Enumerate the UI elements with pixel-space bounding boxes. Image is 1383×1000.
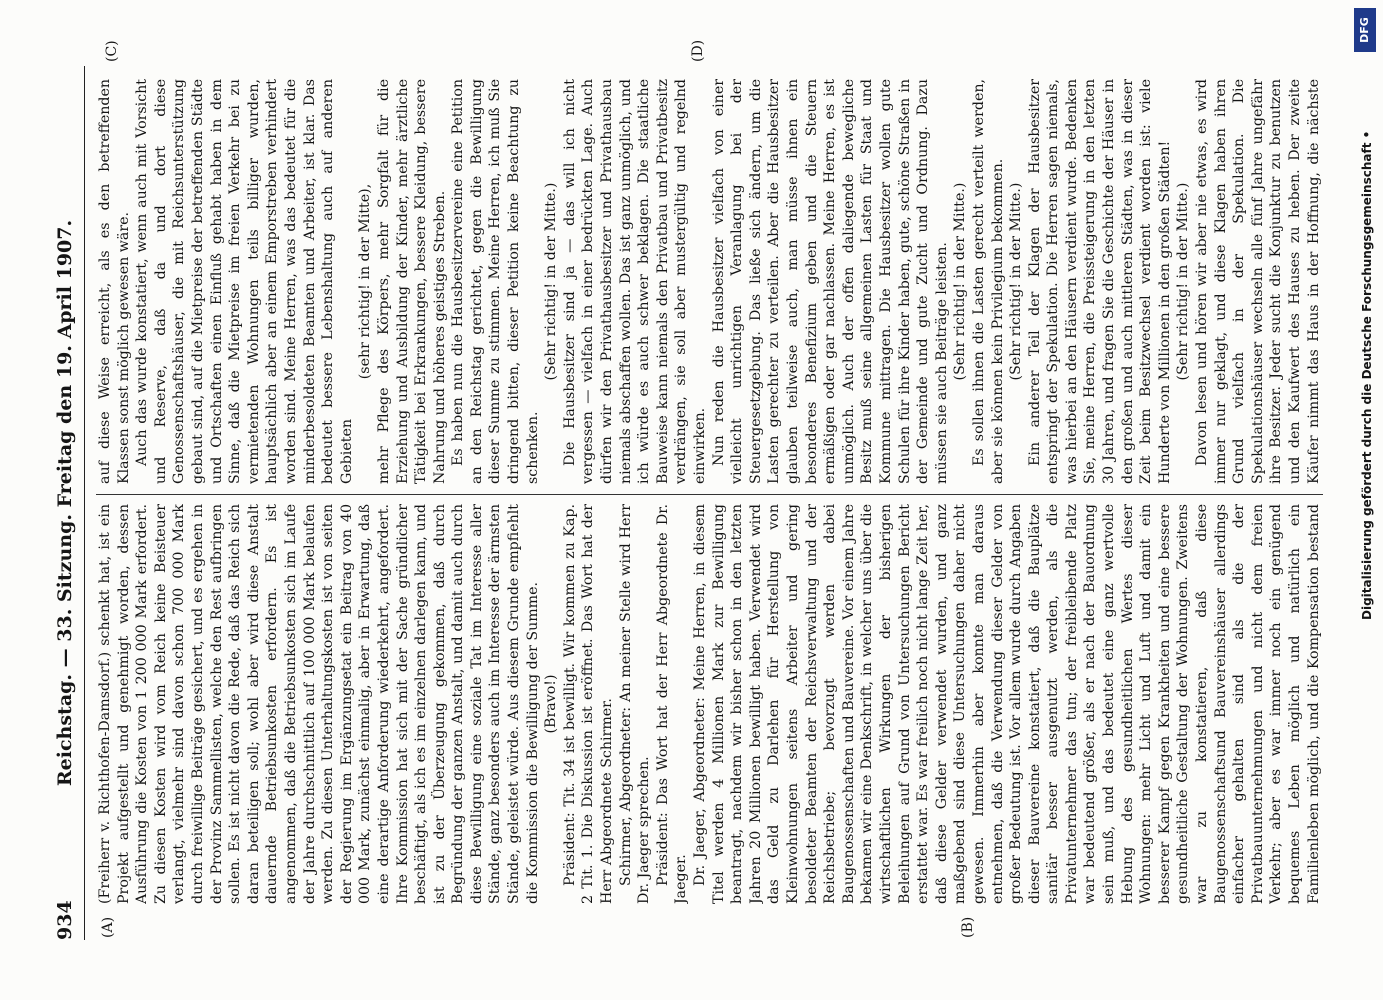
margin-mark-b: (B) bbox=[960, 916, 976, 938]
right-column bbox=[96, 79, 1323, 484]
paragraph: (Freiherr v. Richthofen-Damsdorf.) schenkt hat, ist ein Projekt aufgestellt und genehmigt worden, dessen Ausführung die Kosten von 1 200 000 Mark erfordert. Zu diesen Kosten wird vom Reich keine Beisteuer verlangt, vielmehr sind davon schon 700 000 Mark durch freiwillige Beiträge gesichert, und es ergehen in der Provinz Sammellisten, welche den Rest aufbringen sollen. Es ist nicht davon die Rede, daß das Reich sich daran beteiligen soll; wohl aber wird diese Anstalt dauernde Betriebsunkosten erfordern. Es ist angenommen, daß die Betriebsunkosten sich im Laufe der Jahre durchschnittlich auf 100 000 Mark belaufen werden. Zu diesen Unterhaltungskosten ist von seiten der Regierung im Ergänzungsetat ein Beitrag von 40 000 Mark, zunächst einmalig, aber in Erwartung, daß eine derartige Anforderung wiederkehrt, angefordert. Ihre Kommission hat sich mit der Sache gründlicher beschäftigt, als ich es im einzelnen darlegen kann, und ist zu der Überzeugung gekommen, daß durch Begründung der ganzen Anstalt, und damit auch durch diese Bewilligung eine soziale Tat im Interesse aller Stände, ganz besonders auch im Interesse der ärmsten Stände, geleistet würde. Aus diesem Grunde empfiehlt die Kommission die Bewilligung der Summe. bbox=[97, 504, 541, 904]
paragraph: Auch das wurde konstatiert, wenn auch mit Vorsicht und Reserve, daß da und dort diese Genossenschaftshäuser, die mit Reichsunterstützung gebaut sind, auf die Mietpreise der betreffenden Städte und Ortschaften einen Einfluß gehabt haben in dem Sinne, daß die Mietpreise im freien Verkehr bei zu vermietenden Wohnungen teils billiger wurden, hauptsächlich aber an einem Emporstreben verhindert worden sind. Meine Herren, was das bedeutet für die minderbesoldeten Beamten und Arbeiter, ist klar. Das bedeutet bessere Lebenshaltung auch auf anderen Gebieten bbox=[134, 79, 355, 484]
paragraph: Ein anderer Teil der Klagen der Hausbesitzer entspringt der Spekulation. Die Herren sagen niemals, was hierbei an den Häusern verdient wurde. Bedenken Sie, meine Herren, die Preissteigerung in den letzten 30 Jahren, und fragen Sie die Geschichte der Häuser in den großen und auch mittleren Städten, was in dieser Zeit beim Besitzwechsel verdient worden ist: viele Hunderte von Millionen in den großen Städten! bbox=[1026, 79, 1173, 484]
interjection: (Sehr richtig! in der Mitte.) bbox=[543, 182, 560, 381]
paragraph: Schirmer, Abgeordneter: An meiner Stelle wird Herr Dr. Jaeger sprechen. bbox=[617, 504, 653, 904]
interjection: (sehr richtig! in der Mitte), bbox=[357, 183, 374, 380]
margin-mark-c: (C) bbox=[104, 40, 120, 62]
margin-mark-d: (D) bbox=[690, 39, 706, 62]
paragraph: Die Hausbesitzer sind ja — das will ich nicht vergessen — vielfach in einer bedrückten Lage. Auch dürfen wir den Privathausbesitzer und Privathausbau niemals abschaffen wollen. Das ist ganz unmöglich, und ich würde es auch schwer beklagen. Die staatliche Bauweise kann niemals den Privatbau und Privatbesitz verdrängen, sie soll aber mustergültig und regelnd einwirken. bbox=[561, 79, 708, 484]
paragraph: auf diese Weise erreicht, als es den betreffenden Klassen sonst möglich gewesen wäre. bbox=[97, 79, 132, 484]
interjection: (Bravo!) bbox=[543, 674, 560, 734]
paragraph: Präsident: Tit. 34 ist bewilligt. Wir kommen zu Kap. 2 Tit. 1. Die Diskussion ist eröffnet. Das Wort hat der Herr Abgeordnete Schirmer. bbox=[561, 504, 616, 904]
interjection: (Sehr richtig! in der Mitte.) bbox=[1008, 182, 1025, 381]
paragraph: Es sollen ihnen die Lasten gerecht verteilt werden, aber sie können kein Privilegium bekommen. bbox=[970, 79, 1006, 484]
header-rule bbox=[84, 66, 85, 940]
page-header bbox=[54, 66, 82, 940]
header-title: Reichstag. — 33. Sitzung. Freitag den 19. April 1907. bbox=[54, 219, 76, 787]
digitization-credit: Digitalisierung gefördert durch die Deutsche Forschungsgemeinschaft • bbox=[1360, 130, 1374, 620]
dfg-logo: DFG bbox=[1354, 8, 1376, 52]
paragraph: Präsident: Das Wort hat der Herr Abgeordnete Dr. Jaeger. bbox=[654, 504, 690, 904]
margin-mark-a: (A) bbox=[100, 916, 116, 938]
paragraph: Nun reden die Hausbesitzer vielfach von einer vielleicht unrichtigen Veranlagung bei der Steuergesetzgebung. Das ließe sich ändern, um die Lasten gerechter zu verteilen. Aber die Hausbesitzer glauben teilweise auch, man müsse ihnen ein besonderes Benefizium geben und die Steuern ermäßigen oder gar nachlassen. Meine Herren, es ist unmöglich. Auch der offen daliegende bewegliche Besitz muß seine allgemeinen Lasten für Staat und Kommune mittragen. Die Hausbesitzer wollen gute Schulen für ihre Kinder haben, gute, schöne Straßen in der Gemeinde und gute Zucht und Ordnung. Dazu müssen sie auch Beiträge leisten. bbox=[710, 79, 950, 484]
paragraph: mehr Pflege des Körpers, mehr Sorgfalt für die Erziehung und Ausbildung der Kinder, mehr ärztliche Tätigkeit bei Erkrankungen, bessere Kleidung, bessere Nahrung und höheres geistiges Streben. bbox=[375, 79, 448, 484]
left-column bbox=[96, 504, 1323, 904]
column-divider bbox=[96, 494, 1323, 495]
interjection: (Sehr richtig! in der Mitte.) bbox=[1175, 182, 1192, 381]
page-number: 934 bbox=[54, 900, 76, 940]
interjection: (Sehr richtig! in der Mitte.) bbox=[952, 182, 969, 381]
paragraph: Es haben nun die Hausbesitzervereine eine Petition an den Reichstag gerichtet, gegen die Bewilligung dieser Summe zu stimmen. Meine Herren, ich muß Sie dringend bitten, dieser Petition keine Beachtung zu schenken. bbox=[450, 79, 541, 484]
paragraph: Davon lesen und hören wir aber nie etwas, es wird immer nur geklagt, und diese Klagen haben ihren Grund vielfach in der Spekulation. Die Spekulationshäuser wechseln alle fünf Jahre ungefähr ihre Besitzer. Jeder sucht die Konjunktur zu benutzen und den Kaufwert des Hauses zu heben. Der zweite Käufer nimmt das Haus in der Hoffnung, die nächste bbox=[1194, 79, 1322, 484]
paragraph: Dr. Jaeger, Abgeordneter: Meine Herren, in diesem Titel werden 4 Millionen Mark zur Bewilligung beantragt, nachdem wir bisher schon in den letzten Jahren 20 Millionen bewilligt haben. Verwendet wird das Geld zu Darlehen für Herstellung von Kleinwohnungen seitens Arbeiter und gering besoldeter Beamten der Reichsverwaltung und der Reichsbetriebe; bevorzugt werden dabei Baugenossenschaften und Bauvereine. Vor einem Jahre bekamen wir eine Denkschrift, in welcher uns über die wirtschaftlichen Wirkungen der bisherigen Beleihungen auf Grund von Untersuchungen Bericht erstattet war. Es war freilich noch nicht lange Zeit her, daß diese Gelder verwendet wurden, und ganz maßgebend sind diese Untersuchungen daher nicht gewesen. Immerhin aber konnte man daraus entnehmen, daß die Verwendung dieser Gelder von großer Bedeutung ist. Vor allem wurde durch Angaben dieser Bauvereine konstatiert, daß die Bauplätze sanitär besser ausgenutzt werden, als die Privatunternehmer das tun; der freibleibende Platz war bedeutend größer, als er nach der Bauordnung sein muß, und das bedeutet eine ganz wertvolle Hebung des gesundheitlichen Wertes dieser Wohnungen: mehr Licht und Luft und damit ein besserer Kampf gegen Krankheiten und eine bessere gesundheitliche Gestaltung der Wohnungen. Zweitens war zu konstatieren, daß diese Baugenossenschaftsund Bauvereinshäuser allerdings einfacher gehalten sind als die der Privatbauunternehmungen und nicht dem freien Verkehr; aber es war immer noch ein genügend bequemes Leben möglich und natürlich ein Familienleben möglich, und die Kompensation bestand bbox=[692, 504, 1322, 904]
